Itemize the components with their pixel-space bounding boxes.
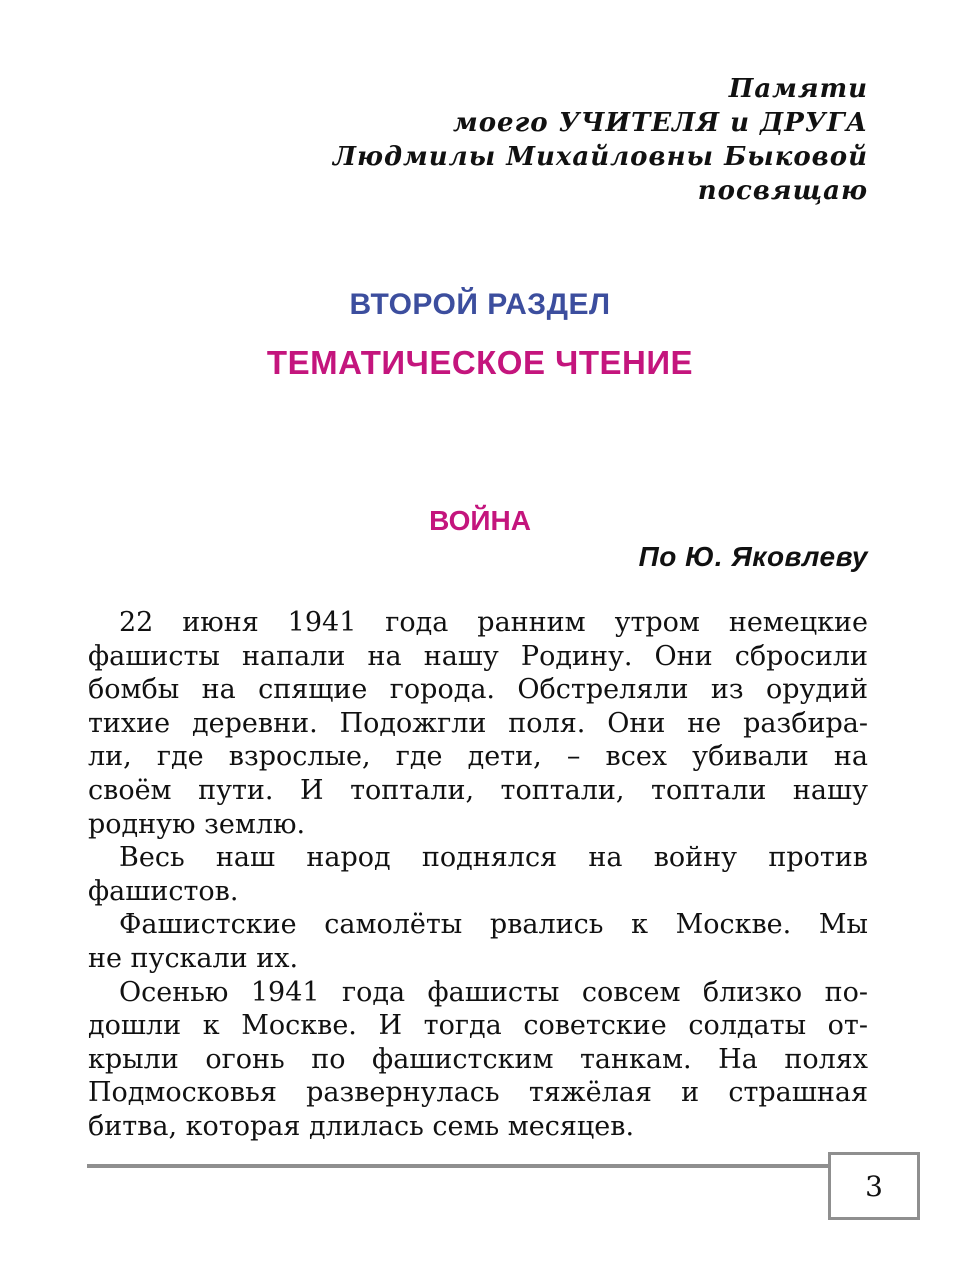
section-label: ВТОРОЙ РАЗДЕЛ: [349, 288, 611, 321]
dedication-line: Людмилы Михайловны Быковой: [332, 142, 868, 172]
text-line: фашистов.: [88, 875, 239, 907]
text-line: 22 июня 1941 года ранним утром немецкие: [119, 607, 868, 638]
page-number: 3: [865, 1169, 883, 1203]
text-line: дошли к Москве. И тогда советские солдаты от-: [88, 1010, 868, 1042]
text-line: Весь наш народ поднялся на войну против: [119, 842, 868, 874]
dedication: [268, 72, 868, 208]
dedication-line: моего УЧИТЕЛЯ и ДРУГА: [452, 108, 868, 138]
story-title: ВОЙНА: [429, 505, 531, 536]
footer-rule: [87, 1164, 829, 1168]
text-line: фашисты напали на нашу Родину. Они сбросили: [88, 640, 868, 672]
story-author: По Ю. Яковлеву: [638, 541, 868, 572]
text-line: Осенью 1941 года фашисты совсем близко по-: [119, 976, 868, 1008]
text-line: Подмосковья развернулась тяжёлая и страшная: [88, 1077, 868, 1109]
text-line: крыли огонь по фашистским танкам. На полях: [88, 1043, 868, 1075]
text-line: своём пути. И топтали, топтали, топтали нашу: [88, 774, 868, 806]
text-line: родную землю.: [88, 808, 306, 840]
text-line: бомбы на спящие города. Обстреляли из орудий: [88, 674, 868, 706]
text-line: Фашистские самолёты рвались к Москве. Мы: [119, 909, 868, 941]
dedication-line: Памяти: [728, 74, 868, 104]
text-line: тихие деревни. Подожгли поля. Они не разбира-: [88, 707, 868, 739]
story-body: [88, 606, 868, 1144]
text-line: не пускали их.: [88, 942, 299, 974]
text-line: битва, которая длилась семь месяцев.: [88, 1110, 635, 1142]
section-title: ТЕМАТИЧЕСКОЕ ЧТЕНИЕ: [266, 344, 694, 381]
dedication-line: посвящаю: [697, 176, 868, 206]
page-number-box: [828, 1152, 920, 1220]
text-line: ли, где взрослые, где дети, – всех убивали на: [88, 741, 868, 773]
